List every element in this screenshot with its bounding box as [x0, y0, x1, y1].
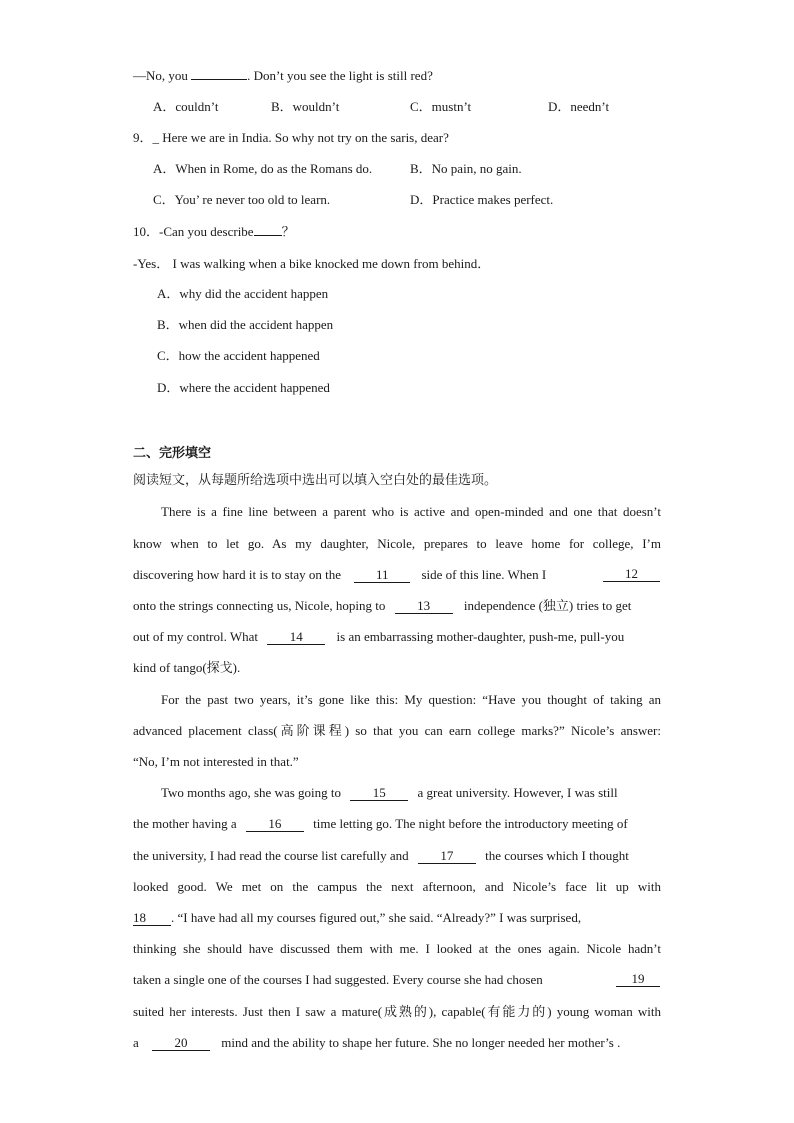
section-title: 二、完形填空 [133, 446, 212, 461]
passage-line: “No, I’m not interested in that.” [133, 754, 299, 769]
q8-blank [191, 79, 247, 80]
passage-line: thinking she should have discussed them with me. I looked at the ones again. Nicole hadn’t [133, 941, 661, 956]
q10-blank [254, 235, 282, 236]
blank-13[interactable]: 13 [395, 599, 453, 614]
q10-option-d[interactable]: D．where the accident happened [157, 380, 330, 395]
q8-option-a[interactable]: A．couldn’t [153, 99, 219, 114]
passage-line: know when to let go. As my daughter, Nicole, prepares to leave home for college, I’m [133, 536, 661, 551]
passage-line: advanced placement class(高阶课程) so that you can earn college marks?” Nicole’s answer: [133, 723, 661, 738]
q9-option-b[interactable]: B．No pain, no gain. [410, 161, 522, 176]
blank-14[interactable]: 14 [267, 630, 325, 645]
passage-line: the mother having a 16 time letting go. The night before the introductory meeting of [133, 816, 628, 831]
passage-line: 18 . “I have had all my courses figured out,” she said. “Already?” I was surprised, [133, 910, 582, 925]
q10-option-b[interactable]: B．when did the accident happen [157, 317, 334, 332]
blank-15[interactable]: 15 [350, 786, 408, 801]
blank-17[interactable]: 17 [418, 849, 476, 864]
q8-option-c[interactable]: C．mustn’t [410, 99, 472, 114]
q10-option-c[interactable]: C．how the accident happened [157, 348, 320, 363]
passage-line: onto the strings connecting us, Nicole, hoping to 13 independence (独立) tries to get [133, 598, 632, 613]
passage-line: the university, I had read the course list carefully and 17 the courses which I thought [133, 848, 629, 863]
q10-stem: 10．-Can you describe ？ [133, 224, 295, 239]
q10-option-a[interactable]: A．why did the accident happen [157, 286, 329, 301]
passage-line: out of my control. What 14 is an embarrassing mother-daughter, push-me, pull-you [133, 629, 625, 644]
passage-line: taken a single one of the courses I had suggested. Every course she had chosen [133, 972, 543, 987]
blank-16[interactable]: 16 [246, 817, 304, 832]
passage-line: For the past two years, it’s gone like this: My question: “Have you thought of taking an [161, 692, 661, 707]
q10-reply: -Yes． I was walking when a bike knocked me down from behind． [133, 256, 491, 271]
passage-line: discovering how hard it is to stay on the 11 side of this line. When I [133, 567, 547, 582]
passage-line: kind of tango(探戈). [133, 660, 241, 675]
blank-20[interactable]: 20 [152, 1036, 210, 1051]
q9-option-c[interactable]: C．You’ re never too old to learn. [153, 192, 331, 207]
q8-option-b[interactable]: B．wouldn’t [271, 99, 340, 114]
q9-option-d[interactable]: D．Practice makes perfect. [410, 192, 554, 207]
passage-line: There is a fine line between a parent who is active and open-minded and one that doesn’t [161, 504, 661, 519]
blank-12[interactable]: 12 [603, 567, 660, 582]
blank-19[interactable]: 19 [616, 972, 660, 987]
section-instruction: 阅读短文，从每题所给选项中选出可以填入空白处的最佳选项。 [133, 473, 498, 488]
q8-option-d[interactable]: D．needn’t [548, 99, 610, 114]
passage-line: suited her interests. Just then I saw a mature(成熟的), capable(有能力的) young woman with [133, 1004, 661, 1019]
passage-line: Two months ago, she was going to 15 a great university. However, I was still [161, 785, 618, 800]
blank-18[interactable]: 18 [133, 911, 171, 926]
q9-stem: 9．_ Here we are in India. So why not try on the saris, dear? [133, 130, 449, 145]
blank-11[interactable]: 11 [354, 568, 410, 583]
passage-line: a 20 mind and the ability to shape her future. She no longer needed her mother’s . [133, 1035, 621, 1050]
q8-stem: —No, you . Don’t you see the light is still red? [133, 68, 433, 83]
passage-line: looked good. We met on the campus the next afternoon, and Nicole’s face lit up with [133, 879, 661, 894]
q9-option-a[interactable]: A．When in Rome, do as the Romans do. [153, 161, 373, 176]
